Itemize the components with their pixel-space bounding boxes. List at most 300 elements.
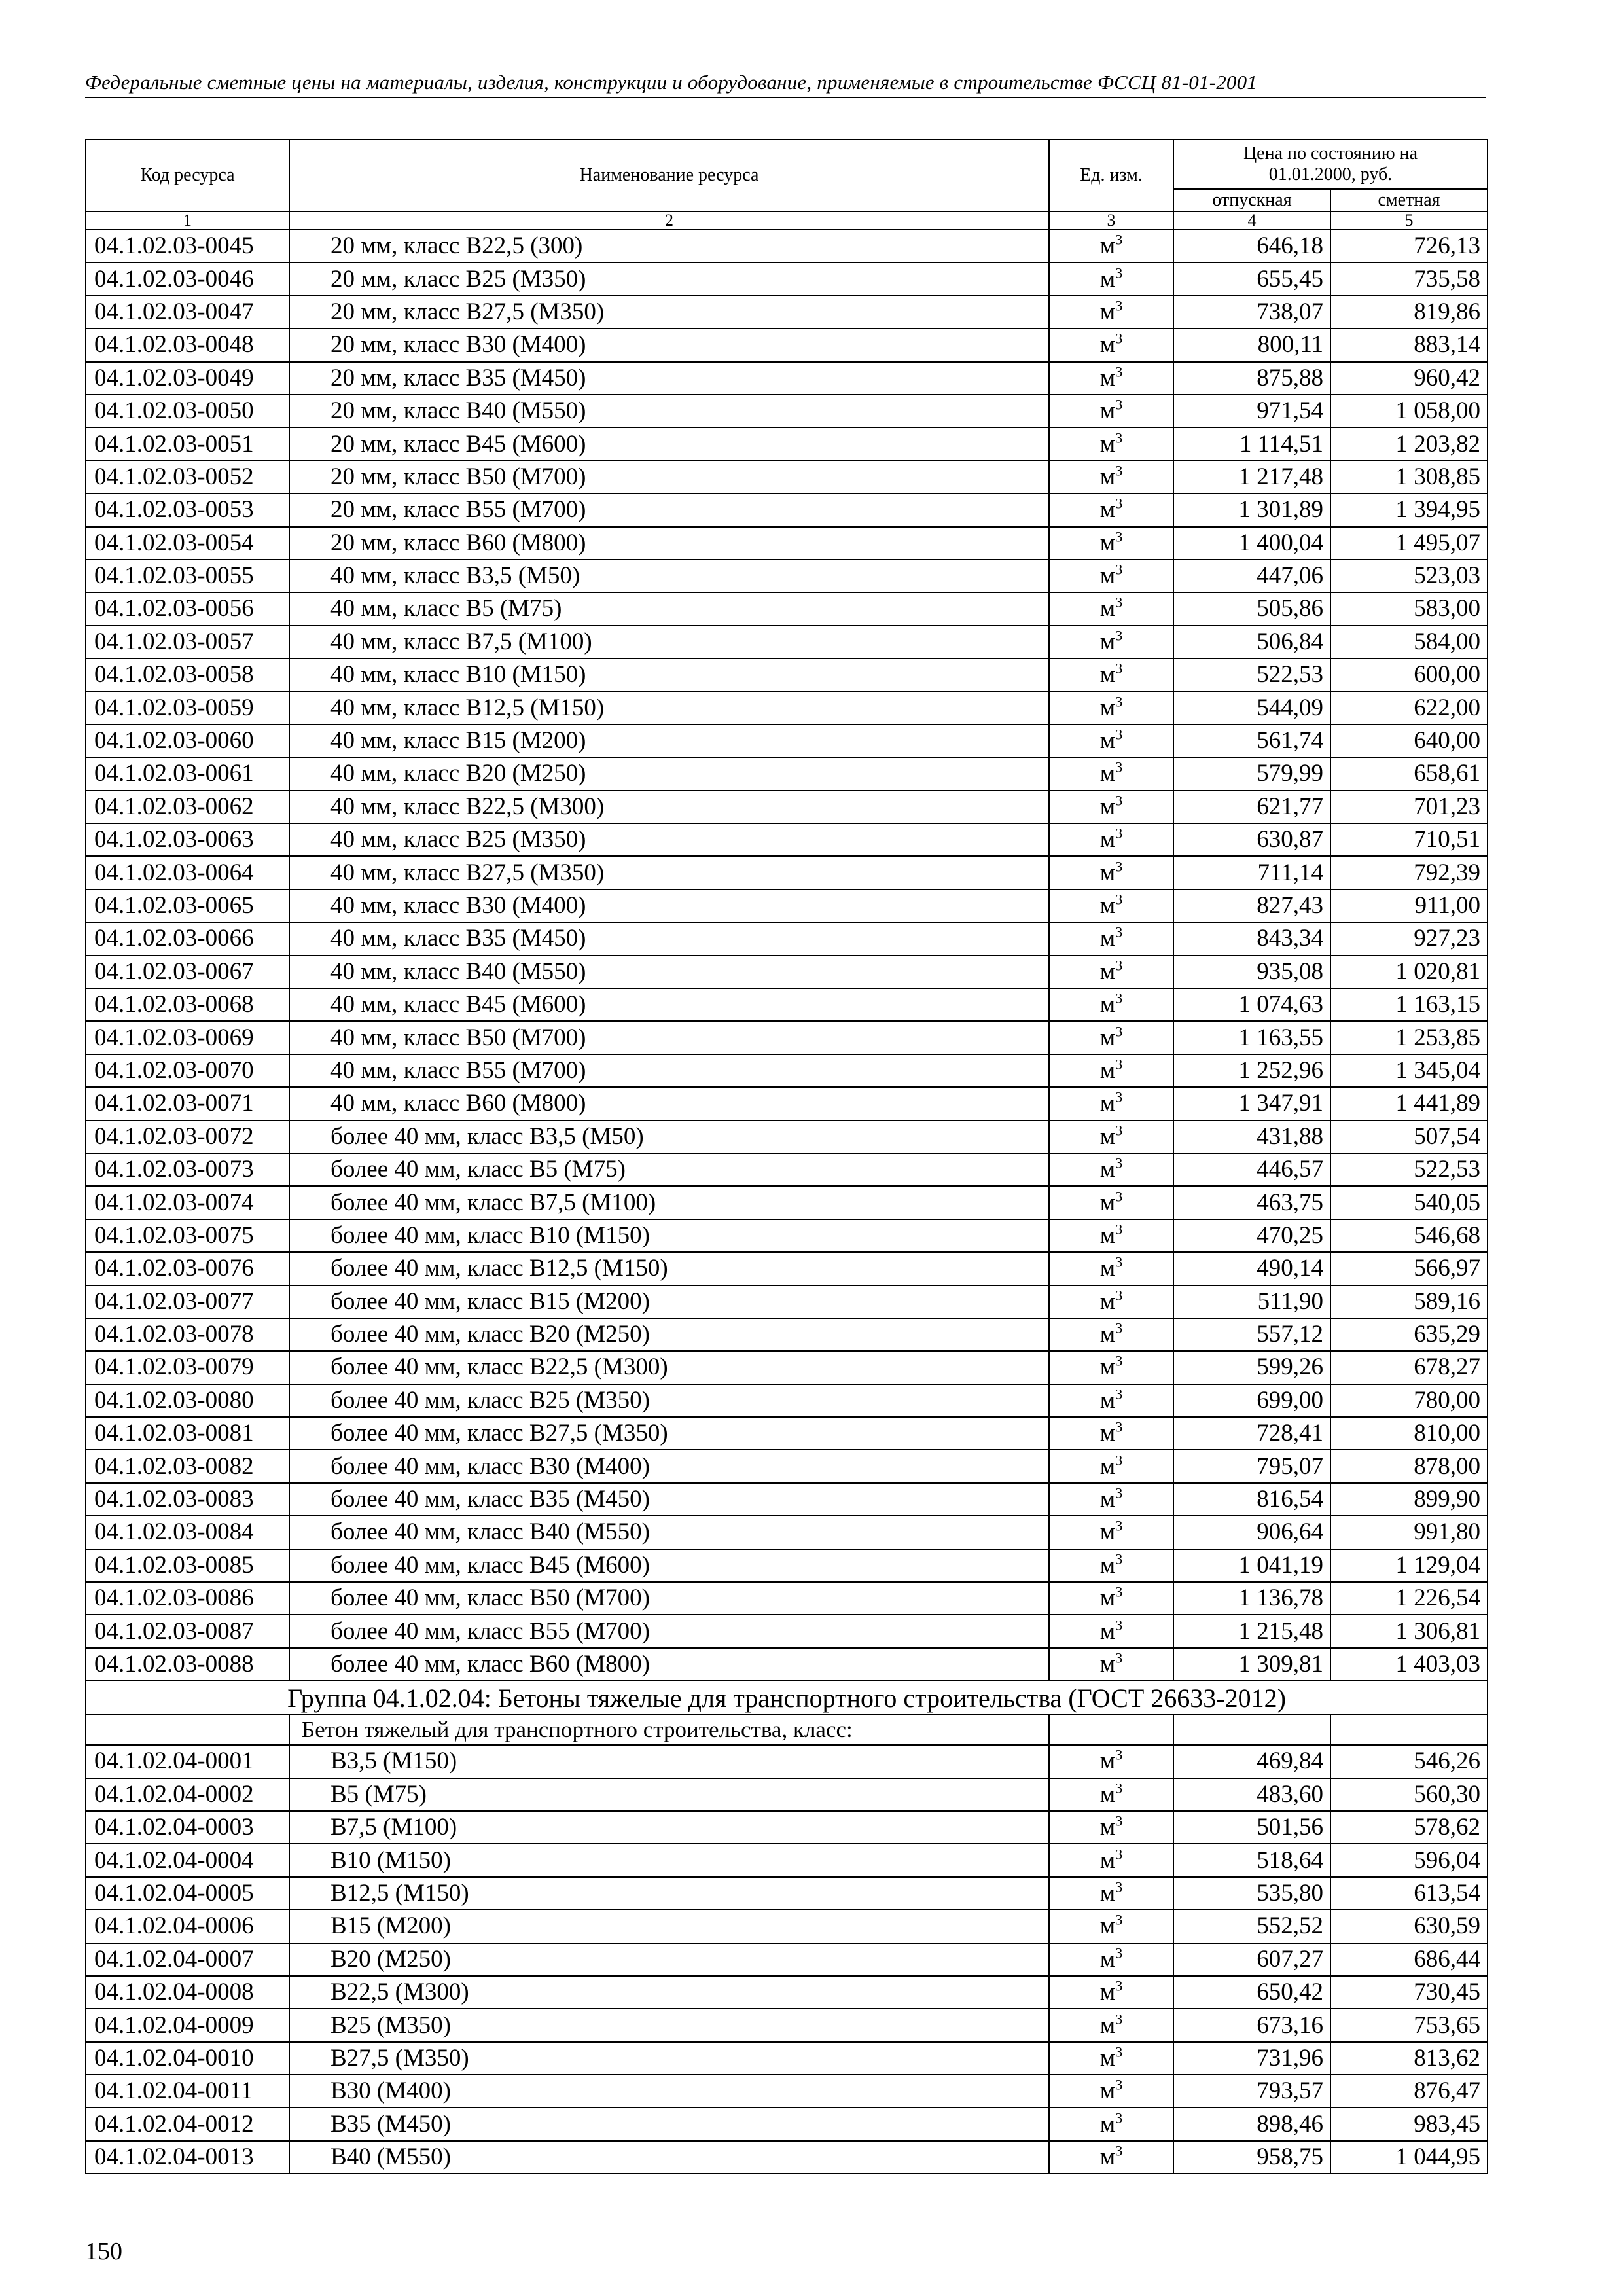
col-header-price: Цена по состоянию на 01.01.2000, руб.	[1173, 139, 1488, 189]
table-row	[86, 791, 1488, 823]
unit	[1049, 1615, 1173, 1647]
unit-exponent: 3	[1115, 561, 1123, 578]
unit	[1049, 1021, 1173, 1054]
col-header-name: Наименование ресурса	[289, 139, 1049, 211]
unit	[1049, 1582, 1173, 1615]
unit-base: м	[1099, 925, 1116, 952]
unit-exponent: 3	[1115, 495, 1123, 512]
release-price: 673,16	[1173, 2009, 1330, 2041]
unit-exponent: 3	[1115, 1089, 1123, 1106]
resource-code: 04.1.02.03-0070	[86, 1054, 289, 1087]
unit-base: м	[1099, 1945, 1116, 1973]
unit	[1049, 1351, 1173, 1384]
unit-exponent: 3	[1115, 1188, 1123, 1205]
unit	[1049, 362, 1173, 395]
resource-name: более 40 мм, класс В10 (М150)	[289, 1219, 1049, 1252]
unit-base: м	[1099, 232, 1116, 260]
unit-base: м	[1099, 562, 1116, 590]
table-row	[86, 230, 1488, 262]
unit-base: м	[1099, 298, 1116, 325]
unit-base: м	[1099, 397, 1116, 425]
release-price: 971,54	[1173, 395, 1330, 427]
resource-name: 40 мм, класс В3,5 (М50)	[289, 560, 1049, 592]
unit-base: м	[1099, 1650, 1116, 1677]
estimate-price: 1 203,82	[1330, 427, 1488, 460]
page-number: 150	[85, 2238, 122, 2265]
release-price: 898,46	[1173, 2108, 1330, 2140]
unit-base: м	[1099, 1780, 1116, 1808]
unit-base: м	[1099, 958, 1116, 985]
unit	[1049, 1943, 1173, 1976]
unit	[1049, 395, 1173, 427]
unit-base: м	[1099, 1551, 1116, 1579]
release-price: 511,90	[1173, 1285, 1330, 1318]
table-row	[86, 658, 1488, 691]
resource-name: В7,5 (М100)	[289, 1811, 1049, 1844]
resource-code: 04.1.02.03-0088	[86, 1648, 289, 1681]
unit	[1049, 1811, 1173, 1844]
estimate-price: 596,04	[1330, 1844, 1488, 1876]
unit-exponent: 3	[1115, 1780, 1123, 1797]
estimate-price: 522,53	[1330, 1153, 1488, 1186]
resource-code: 04.1.02.03-0066	[86, 922, 289, 955]
resource-name: 40 мм, класс В55 (М700)	[289, 1054, 1049, 1087]
unit-base: м	[1099, 793, 1116, 820]
estimate-price: 780,00	[1330, 1384, 1488, 1417]
table-row	[86, 1252, 1488, 1285]
unit	[1049, 427, 1173, 460]
release-price: 1 215,48	[1173, 1615, 1330, 1647]
release-price: 483,60	[1173, 1778, 1330, 1811]
unit-exponent: 3	[1115, 891, 1123, 908]
unit	[1049, 922, 1173, 955]
unit-base: м	[1099, 694, 1116, 721]
unit-exponent: 3	[1115, 1551, 1123, 1568]
unit-base: м	[1099, 1452, 1116, 1480]
resource-code: 04.1.02.03-0061	[86, 757, 289, 790]
estimate-price: 927,23	[1330, 922, 1488, 955]
unit-exponent: 3	[1115, 528, 1123, 545]
estimate-price: 1 163,15	[1330, 988, 1488, 1021]
estimate-price: 726,13	[1330, 230, 1488, 262]
unit	[1049, 2042, 1173, 2075]
price-rows-group-03	[86, 230, 1488, 1681]
estimate-price: 960,42	[1330, 362, 1488, 395]
table-row	[86, 1351, 1488, 1384]
release-price: 630,87	[1173, 823, 1330, 856]
resource-code: 04.1.02.03-0045	[86, 230, 289, 262]
release-price: 431,88	[1173, 1121, 1330, 1153]
unit-exponent: 3	[1115, 1484, 1123, 1501]
release-price: 535,80	[1173, 1877, 1330, 1910]
unit-exponent: 3	[1115, 2109, 1123, 2126]
table-row	[86, 1417, 1488, 1450]
resource-code: 04.1.02.03-0069	[86, 1021, 289, 1054]
resource-name: 20 мм, класс В27,5 (М350)	[289, 296, 1049, 329]
resource-name: В40 (М550)	[289, 2141, 1049, 2174]
estimate-price: 1 306,81	[1330, 1615, 1488, 1647]
resource-code: 04.1.02.04-0004	[86, 1844, 289, 1876]
table-row	[86, 988, 1488, 1021]
unit-exponent: 3	[1115, 1023, 1123, 1040]
resource-name: В3,5 (М150)	[289, 1745, 1049, 1778]
release-price: 552,52	[1173, 1910, 1330, 1943]
unit	[1049, 1121, 1173, 1153]
unit-base: м	[1099, 859, 1116, 886]
release-price: 490,14	[1173, 1252, 1330, 1285]
unit-base: м	[1099, 2110, 1116, 2138]
table-row	[86, 2009, 1488, 2041]
resource-code: 04.1.02.03-0053	[86, 493, 289, 526]
estimate-price: 1 226,54	[1330, 1582, 1488, 1615]
resource-name: более 40 мм, класс В7,5 (М100)	[289, 1186, 1049, 1219]
table-row	[86, 461, 1488, 493]
unit-exponent: 3	[1115, 2043, 1123, 2060]
estimate-price: 523,03	[1330, 560, 1488, 592]
resource-code: 04.1.02.04-0008	[86, 1976, 289, 2009]
release-price: 906,64	[1173, 1516, 1330, 1549]
estimate-price: 578,62	[1330, 1811, 1488, 1844]
resource-code: 04.1.02.03-0062	[86, 791, 289, 823]
estimate-price: 878,00	[1330, 1450, 1488, 1482]
column-number: 2	[289, 211, 1049, 230]
unit	[1049, 329, 1173, 361]
unit-exponent: 3	[1115, 759, 1123, 776]
resource-code: 04.1.02.03-0084	[86, 1516, 289, 1549]
resource-code: 04.1.02.03-0048	[86, 329, 289, 361]
unit-base: м	[1099, 892, 1116, 919]
unit-exponent: 3	[1115, 1747, 1123, 1764]
release-price: 827,43	[1173, 889, 1330, 922]
estimate-price: 540,05	[1330, 1186, 1488, 1219]
estimate-price: 883,14	[1330, 329, 1488, 361]
resource-name: 20 мм, класс В22,5 (300)	[289, 230, 1049, 262]
estimate-price: 1 394,95	[1330, 493, 1488, 526]
release-price: 1 309,81	[1173, 1648, 1330, 1681]
release-price: 1 114,51	[1173, 427, 1330, 460]
unit-exponent: 3	[1115, 1353, 1123, 1370]
unit-exponent: 3	[1115, 429, 1123, 446]
table-row	[86, 956, 1488, 988]
running-header: Федеральные сметные цены на материалы, изделия, конструкции и оборудование, применяемые в строительстве ФССЦ 81-01-2001	[85, 71, 1486, 98]
resource-name: 40 мм, класс В35 (М450)	[289, 922, 1049, 955]
unit-exponent: 3	[1115, 858, 1123, 875]
column-number-row	[86, 211, 1488, 230]
resource-name: 40 мм, класс В45 (М600)	[289, 988, 1049, 1021]
resource-name: 40 мм, класс В20 (М250)	[289, 757, 1049, 790]
unit	[1049, 1778, 1173, 1811]
unit	[1049, 1252, 1173, 1285]
resource-code: 04.1.02.03-0073	[86, 1153, 289, 1186]
estimate-price: 792,39	[1330, 856, 1488, 889]
resource-name: В27,5 (М350)	[289, 2042, 1049, 2075]
unit	[1049, 592, 1173, 625]
table-row	[86, 1877, 1488, 1910]
unit	[1049, 1910, 1173, 1943]
estimate-price: 678,27	[1330, 1351, 1488, 1384]
column-number: 3	[1049, 211, 1173, 230]
table-row	[86, 1054, 1488, 1087]
estimate-price: 899,90	[1330, 1483, 1488, 1516]
resource-code: 04.1.02.03-0057	[86, 626, 289, 658]
resource-code: 04.1.02.04-0010	[86, 2042, 289, 2075]
unit-exponent: 3	[1115, 1056, 1123, 1073]
unit	[1049, 1417, 1173, 1450]
unit-base: м	[1099, 1321, 1116, 1348]
unit-base: м	[1099, 496, 1116, 524]
estimate-price: 730,45	[1330, 1976, 1488, 2009]
resource-name: более 40 мм, класс В22,5 (М300)	[289, 1351, 1049, 1384]
release-price: 506,84	[1173, 626, 1330, 658]
unit-exponent: 3	[1115, 1221, 1123, 1238]
estimate-price: 584,00	[1330, 626, 1488, 658]
unit-base: м	[1099, 1846, 1116, 1874]
estimate-price: 686,44	[1330, 1943, 1488, 1976]
resource-code: 04.1.02.03-0085	[86, 1549, 289, 1582]
release-price: 699,00	[1173, 1384, 1330, 1417]
estimate-price: 630,59	[1330, 1910, 1488, 1943]
resource-name: более 40 мм, класс В15 (М200)	[289, 1285, 1049, 1318]
resource-code: 04.1.02.03-0077	[86, 1285, 289, 1318]
unit-exponent: 3	[1115, 2142, 1123, 2159]
unit-exponent: 3	[1115, 1287, 1123, 1304]
resource-name: 20 мм, класс В35 (М450)	[289, 362, 1049, 395]
resource-name: более 40 мм, класс В30 (М400)	[289, 1450, 1049, 1482]
release-price: 447,06	[1173, 560, 1330, 592]
resource-code: 04.1.02.03-0050	[86, 395, 289, 427]
estimate-price: 635,29	[1330, 1318, 1488, 1351]
release-price: 935,08	[1173, 956, 1330, 988]
unit-exponent: 3	[1115, 1878, 1123, 1895]
table-row	[86, 1450, 1488, 1482]
unit	[1049, 1549, 1173, 1582]
release-price: 470,25	[1173, 1219, 1330, 1252]
table-row	[86, 691, 1488, 724]
release-price: 621,77	[1173, 791, 1330, 823]
unit-exponent: 3	[1115, 396, 1123, 413]
table-row	[86, 1811, 1488, 1844]
unit-exponent: 3	[1115, 1452, 1123, 1469]
unit-exponent: 3	[1115, 1977, 1123, 1994]
release-price: 650,42	[1173, 1976, 1330, 2009]
release-price: 463,75	[1173, 1186, 1330, 1219]
table-row	[86, 1943, 1488, 1976]
resource-name: 40 мм, класс В27,5 (М350)	[289, 856, 1049, 889]
estimate-price: 1 308,85	[1330, 461, 1488, 493]
unit-exponent: 3	[1115, 1812, 1123, 1829]
release-price: 579,99	[1173, 757, 1330, 790]
unit-exponent: 3	[1115, 1319, 1123, 1336]
resource-code: 04.1.02.03-0075	[86, 1219, 289, 1252]
resource-name: 20 мм, класс В50 (М700)	[289, 461, 1049, 493]
table-row	[86, 329, 1488, 361]
release-price: 1 074,63	[1173, 988, 1330, 1021]
release-price: 646,18	[1173, 230, 1330, 262]
unit-base: м	[1099, 463, 1116, 490]
resource-name: 40 мм, класс В5 (М75)	[289, 592, 1049, 625]
estimate-price: 1 345,04	[1330, 1054, 1488, 1087]
unit-exponent: 3	[1115, 924, 1123, 941]
unit-base: м	[1099, 1518, 1116, 1546]
resource-name: более 40 мм, класс В60 (М800)	[289, 1648, 1049, 1681]
release-price: 795,07	[1173, 1450, 1330, 1482]
table-row	[86, 1615, 1488, 1647]
column-number: 1	[86, 211, 289, 230]
resource-name: 40 мм, класс В22,5 (М300)	[289, 791, 1049, 823]
resource-name: более 40 мм, класс В55 (М700)	[289, 1615, 1049, 1647]
resource-name: более 40 мм, класс В50 (М700)	[289, 1582, 1049, 1615]
unit	[1049, 1483, 1173, 1516]
resource-code: 04.1.02.03-0068	[86, 988, 289, 1021]
unit	[1049, 1450, 1173, 1482]
resource-code: 04.1.02.03-0078	[86, 1318, 289, 1351]
estimate-price: 735,58	[1330, 262, 1488, 295]
column-number: 4	[1173, 211, 1330, 230]
unit-base: м	[1099, 2044, 1116, 2072]
unit	[1049, 1087, 1173, 1120]
unit-exponent: 3	[1115, 627, 1123, 644]
col-header-estimate: сметная	[1330, 189, 1488, 211]
estimate-price: 819,86	[1330, 296, 1488, 329]
resource-code: 04.1.02.03-0058	[86, 658, 289, 691]
estimate-price: 710,51	[1330, 823, 1488, 856]
resource-name: В25 (М350)	[289, 2009, 1049, 2041]
resource-code: 04.1.02.03-0059	[86, 691, 289, 724]
resource-code: 04.1.02.04-0002	[86, 1778, 289, 1811]
estimate-price: 658,61	[1330, 757, 1488, 790]
resource-code: 04.1.02.03-0052	[86, 461, 289, 493]
unit-exponent: 3	[1115, 957, 1123, 974]
unit-base: м	[1099, 1979, 1116, 2006]
unit-base: м	[1099, 727, 1116, 755]
table-row	[86, 395, 1488, 427]
column-number: 5	[1330, 211, 1488, 230]
release-price: 501,56	[1173, 1811, 1330, 1844]
unit-base: м	[1099, 1748, 1116, 1775]
unit-exponent: 3	[1115, 1122, 1123, 1139]
release-price: 655,45	[1173, 262, 1330, 295]
unit	[1049, 1186, 1173, 1219]
table-row	[86, 1318, 1488, 1351]
table-row	[86, 1778, 1488, 1811]
resource-name: В22,5 (М300)	[289, 1976, 1049, 2009]
estimate-price: 546,26	[1330, 1745, 1488, 1778]
resource-name: 40 мм, класс В60 (М800)	[289, 1087, 1049, 1120]
table-row	[86, 262, 1488, 295]
resource-code: 04.1.02.03-0047	[86, 296, 289, 329]
release-price: 1 252,96	[1173, 1054, 1330, 1087]
resource-code: 04.1.02.04-0013	[86, 2141, 289, 2174]
release-price: 522,53	[1173, 658, 1330, 691]
unit-base: м	[1099, 1287, 1116, 1315]
resource-code: 04.1.02.03-0055	[86, 560, 289, 592]
table-row	[86, 823, 1488, 856]
unit-exponent: 3	[1115, 990, 1123, 1007]
release-price: 738,07	[1173, 296, 1330, 329]
unit	[1049, 1054, 1173, 1087]
resource-name: 20 мм, класс В30 (М400)	[289, 329, 1049, 361]
unit-exponent: 3	[1115, 231, 1123, 248]
resource-name: 40 мм, класс В7,5 (М100)	[289, 626, 1049, 658]
resource-name: В20 (М250)	[289, 1943, 1049, 1976]
resource-name: 40 мм, класс В30 (М400)	[289, 889, 1049, 922]
unit-exponent: 3	[1115, 660, 1123, 677]
unit	[1049, 1745, 1173, 1778]
release-price: 843,34	[1173, 922, 1330, 955]
unit	[1049, 956, 1173, 988]
estimate-price: 1 495,07	[1330, 527, 1488, 560]
release-price: 1 163,55	[1173, 1021, 1330, 1054]
unit-base: м	[1099, 1486, 1116, 1513]
table-row	[86, 527, 1488, 560]
resource-name: 40 мм, класс В40 (М550)	[289, 956, 1049, 988]
resource-code: 04.1.02.04-0009	[86, 2009, 289, 2041]
resource-name: 20 мм, класс В60 (М800)	[289, 527, 1049, 560]
resource-name: В12,5 (М150)	[289, 1877, 1049, 1910]
unit	[1049, 791, 1173, 823]
unit-base: м	[1099, 760, 1116, 787]
unit-base: м	[1099, 1255, 1116, 1282]
resource-name: более 40 мм, класс В12,5 (М150)	[289, 1252, 1049, 1285]
estimate-price: 583,00	[1330, 592, 1488, 625]
unit	[1049, 262, 1173, 295]
unit-base: м	[1099, 529, 1116, 556]
unit	[1049, 889, 1173, 922]
unit-base: м	[1099, 595, 1116, 622]
unit-base: м	[1099, 1221, 1116, 1249]
resource-code: 04.1.02.03-0083	[86, 1483, 289, 1516]
unit-exponent: 3	[1115, 792, 1123, 809]
estimate-price: 983,45	[1330, 2108, 1488, 2140]
table-row	[86, 1186, 1488, 1219]
resource-code: 04.1.02.03-0056	[86, 592, 289, 625]
unit-base: м	[1099, 331, 1116, 359]
estimate-price: 560,30	[1330, 1778, 1488, 1811]
unit	[1049, 2075, 1173, 2108]
resource-name: В15 (М200)	[289, 1910, 1049, 1943]
release-price: 816,54	[1173, 1483, 1330, 1516]
unit-base: м	[1099, 1585, 1116, 1612]
release-price: 446,57	[1173, 1153, 1330, 1186]
resource-code: 04.1.02.03-0076	[86, 1252, 289, 1285]
resource-name: 40 мм, класс В15 (М200)	[289, 725, 1049, 757]
table-row	[86, 1483, 1488, 1516]
resource-code: 04.1.02.03-0087	[86, 1615, 289, 1647]
col-header-release: отпускная	[1173, 189, 1330, 211]
unit-exponent: 3	[1115, 331, 1123, 348]
estimate-price: 813,62	[1330, 2042, 1488, 2075]
estimate-price: 876,47	[1330, 2075, 1488, 2108]
unit	[1049, 1318, 1173, 1351]
resource-code: 04.1.02.03-0072	[86, 1121, 289, 1153]
resource-name: 20 мм, класс В25 (М350)	[289, 262, 1049, 295]
unit	[1049, 230, 1173, 262]
subheading-release-cell	[1173, 1715, 1330, 1745]
resource-code: 04.1.02.03-0086	[86, 1582, 289, 1615]
unit-exponent: 3	[1115, 462, 1123, 479]
release-price: 599,26	[1173, 1351, 1330, 1384]
unit-base: м	[1099, 1354, 1116, 1381]
resource-code: 04.1.02.04-0005	[86, 1877, 289, 1910]
table-row	[86, 626, 1488, 658]
release-price: 1 347,91	[1173, 1087, 1330, 1120]
table-row	[86, 725, 1488, 757]
resource-code: 04.1.02.03-0067	[86, 956, 289, 988]
unit	[1049, 757, 1173, 790]
unit-exponent: 3	[1115, 297, 1123, 314]
col-header-code: Код ресурса	[86, 139, 289, 211]
unit-base: м	[1099, 1386, 1116, 1414]
